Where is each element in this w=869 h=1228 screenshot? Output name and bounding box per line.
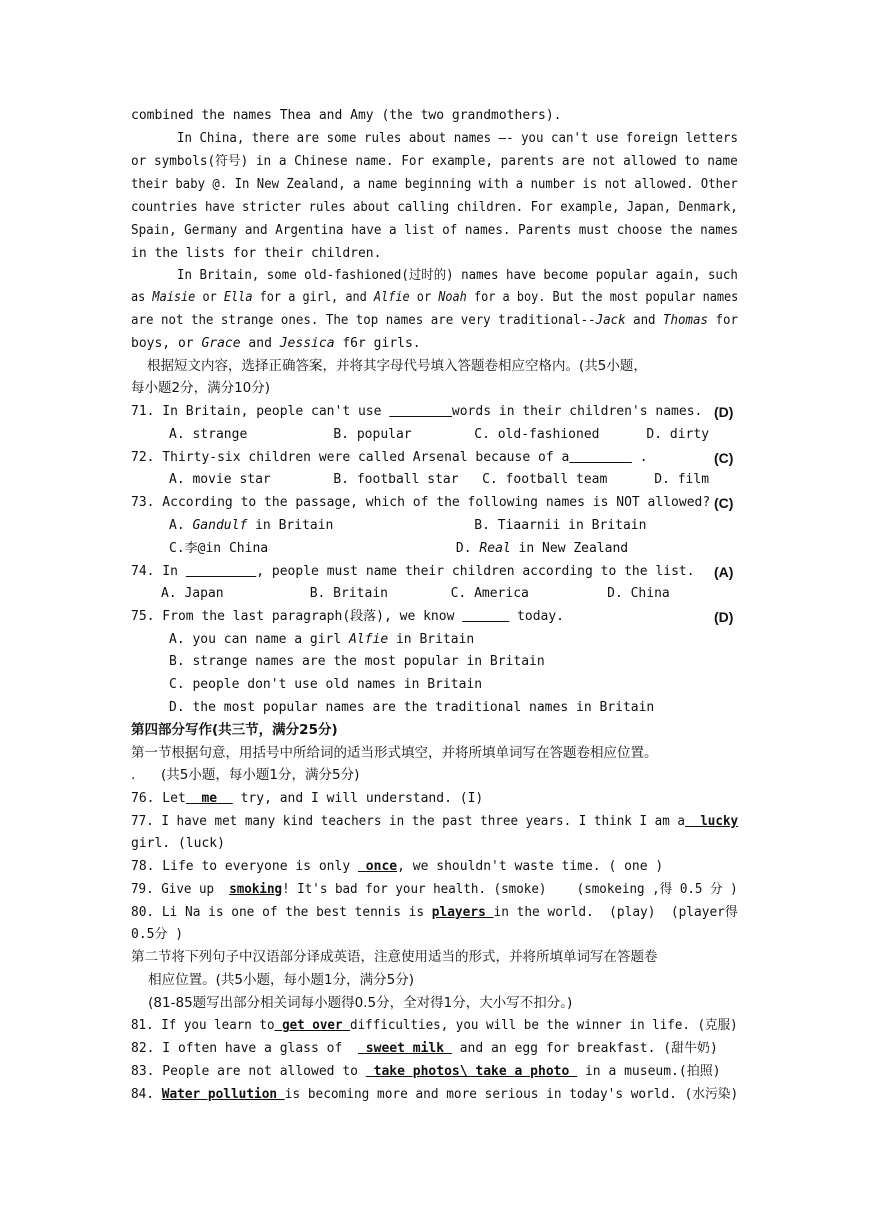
passage-line: In China, there are some rules about names —- you can't use foreign letters [177, 131, 738, 146]
options-73-ab: A. Gandulf in Britain B. Tiaarnii in Britain [169, 518, 647, 533]
passage-line: in the lists for their children. [131, 246, 382, 261]
passage-line: In Britain, some old-fashioned(过时的) names have become popular again, such [177, 268, 738, 283]
question-78: 78. Life to everyone is only once, we shouldn't waste time. ( one ) [131, 859, 664, 874]
question-75: 75. From the last paragraph(段落), we know today. [131, 609, 565, 624]
answer-71: (D) [714, 404, 734, 420]
instruction-line: 相应位置。(共5小题，每小题1分，满分5分) [131, 972, 414, 988]
question-74: 74. In , people must name their children according to the list. [131, 564, 695, 579]
passage-line: boys, or Grace and Jessica f6r girls. [131, 336, 421, 351]
passage-line: as Maisie or Ella for a girl, and Alfie or Noah for a boy. But the most popular names [131, 290, 739, 305]
passage-line: Spain, Germany and Argentina have a list of names. Parents must choose the names [131, 223, 739, 238]
option-75-c: C. people don't use old names in Britain [169, 677, 483, 692]
instruction-line: 每小题2分，满分10分) [131, 380, 271, 396]
passage-line: their baby @. In New Zealand, a name beginning with a number is not allowed. Other [131, 177, 738, 192]
passage-line: combined the names Thea and Amy (the two grandmothers). [131, 108, 562, 123]
question-72: 72. Thirty-six children were called Arsenal because of a . [131, 450, 648, 465]
answer-75: (D) [714, 609, 734, 625]
options-72: A. movie star B. football star C. football team D. film [169, 472, 710, 487]
passage-line: or symbols(符号) in a Chinese name. For example, parents are not allowed to name [131, 154, 738, 169]
options-71: A. strange B. popular C. old-fashioned D. dirty [169, 427, 710, 442]
question-83: 83. People are not allowed to take photos\ take a photo in a museum.(拍照) [131, 1064, 721, 1079]
question-77-cont: girl. (luck) [131, 836, 225, 851]
instruction-line: 第一节根据句意，用括号中所给词的适当形式填空，并将所填单词写在答题卷相应位置。 [131, 745, 658, 761]
question-80: 80. Li Na is one of the best tennis is players in the world. (play) (player得 [131, 905, 738, 920]
instruction-line: . (共5小题，每小题1分，满分5分) [131, 767, 360, 783]
question-76: 76. Let me try, and I will understand. (I) [131, 791, 484, 806]
question-84: 84. Water pollution is becoming more and more serious in today's world. (水污染) [131, 1087, 739, 1102]
question-71: 71. In Britain, people can't use words in their children's names. [131, 404, 703, 419]
instruction-line: 第二节将下列句子中汉语部分译成英语，注意使用适当的形式，并将所填单词写在答题卷 [131, 949, 658, 965]
option-75-a: A. you can name a girl Alfie in Britain [169, 632, 475, 647]
answer-74: (A) [714, 564, 734, 580]
section-heading: 第四部分写作(共三节，满分25分) [131, 722, 338, 738]
instruction-line: 根据短文内容，选择正确答案，并将其字母代号填入答题卷相应空格内。(共5小题， [147, 358, 647, 374]
option-75-d: D. the most popular names are the traditional names in Britain [169, 700, 655, 715]
passage-line: countries have stricter rules about calling children. For example, Japan, Denmark, [131, 200, 738, 215]
answer-72: (C) [714, 450, 734, 466]
option-75-b: B. strange names are the most popular in Britain [169, 654, 545, 669]
options-73-cd: C.李@in China D. Real in New Zealand [169, 541, 629, 556]
question-80-cont: 0.5分 ) [131, 927, 184, 942]
question-79: 79. Give up smoking! It's bad for your health. (smoke) (smokeing ,得 0.5 分 ) [131, 882, 738, 897]
question-82: 82. I often have a glass of sweet milk and an egg for breakfast. (甜牛奶) [131, 1041, 718, 1056]
passage-line: are not the strange ones. The top names are very traditional--Jack and Thomas for [131, 313, 738, 328]
question-73: 73. According to the passage, which of the following names is NOT allowed? [131, 495, 711, 510]
options-74: A. Japan B. Britain C. America D. China [161, 586, 670, 601]
question-77: 77. I have met many kind teachers in the past three years. I think I am a lucky [131, 814, 739, 829]
instruction-line: (81-85题写出部分相关词每小题得0.5分，全对得1分，大小写不扣分。) [131, 995, 573, 1011]
answer-73: (C) [714, 495, 734, 511]
question-81: 81. If you learn to get over difficulties, you will be the winner in life. (克服) [131, 1018, 738, 1033]
